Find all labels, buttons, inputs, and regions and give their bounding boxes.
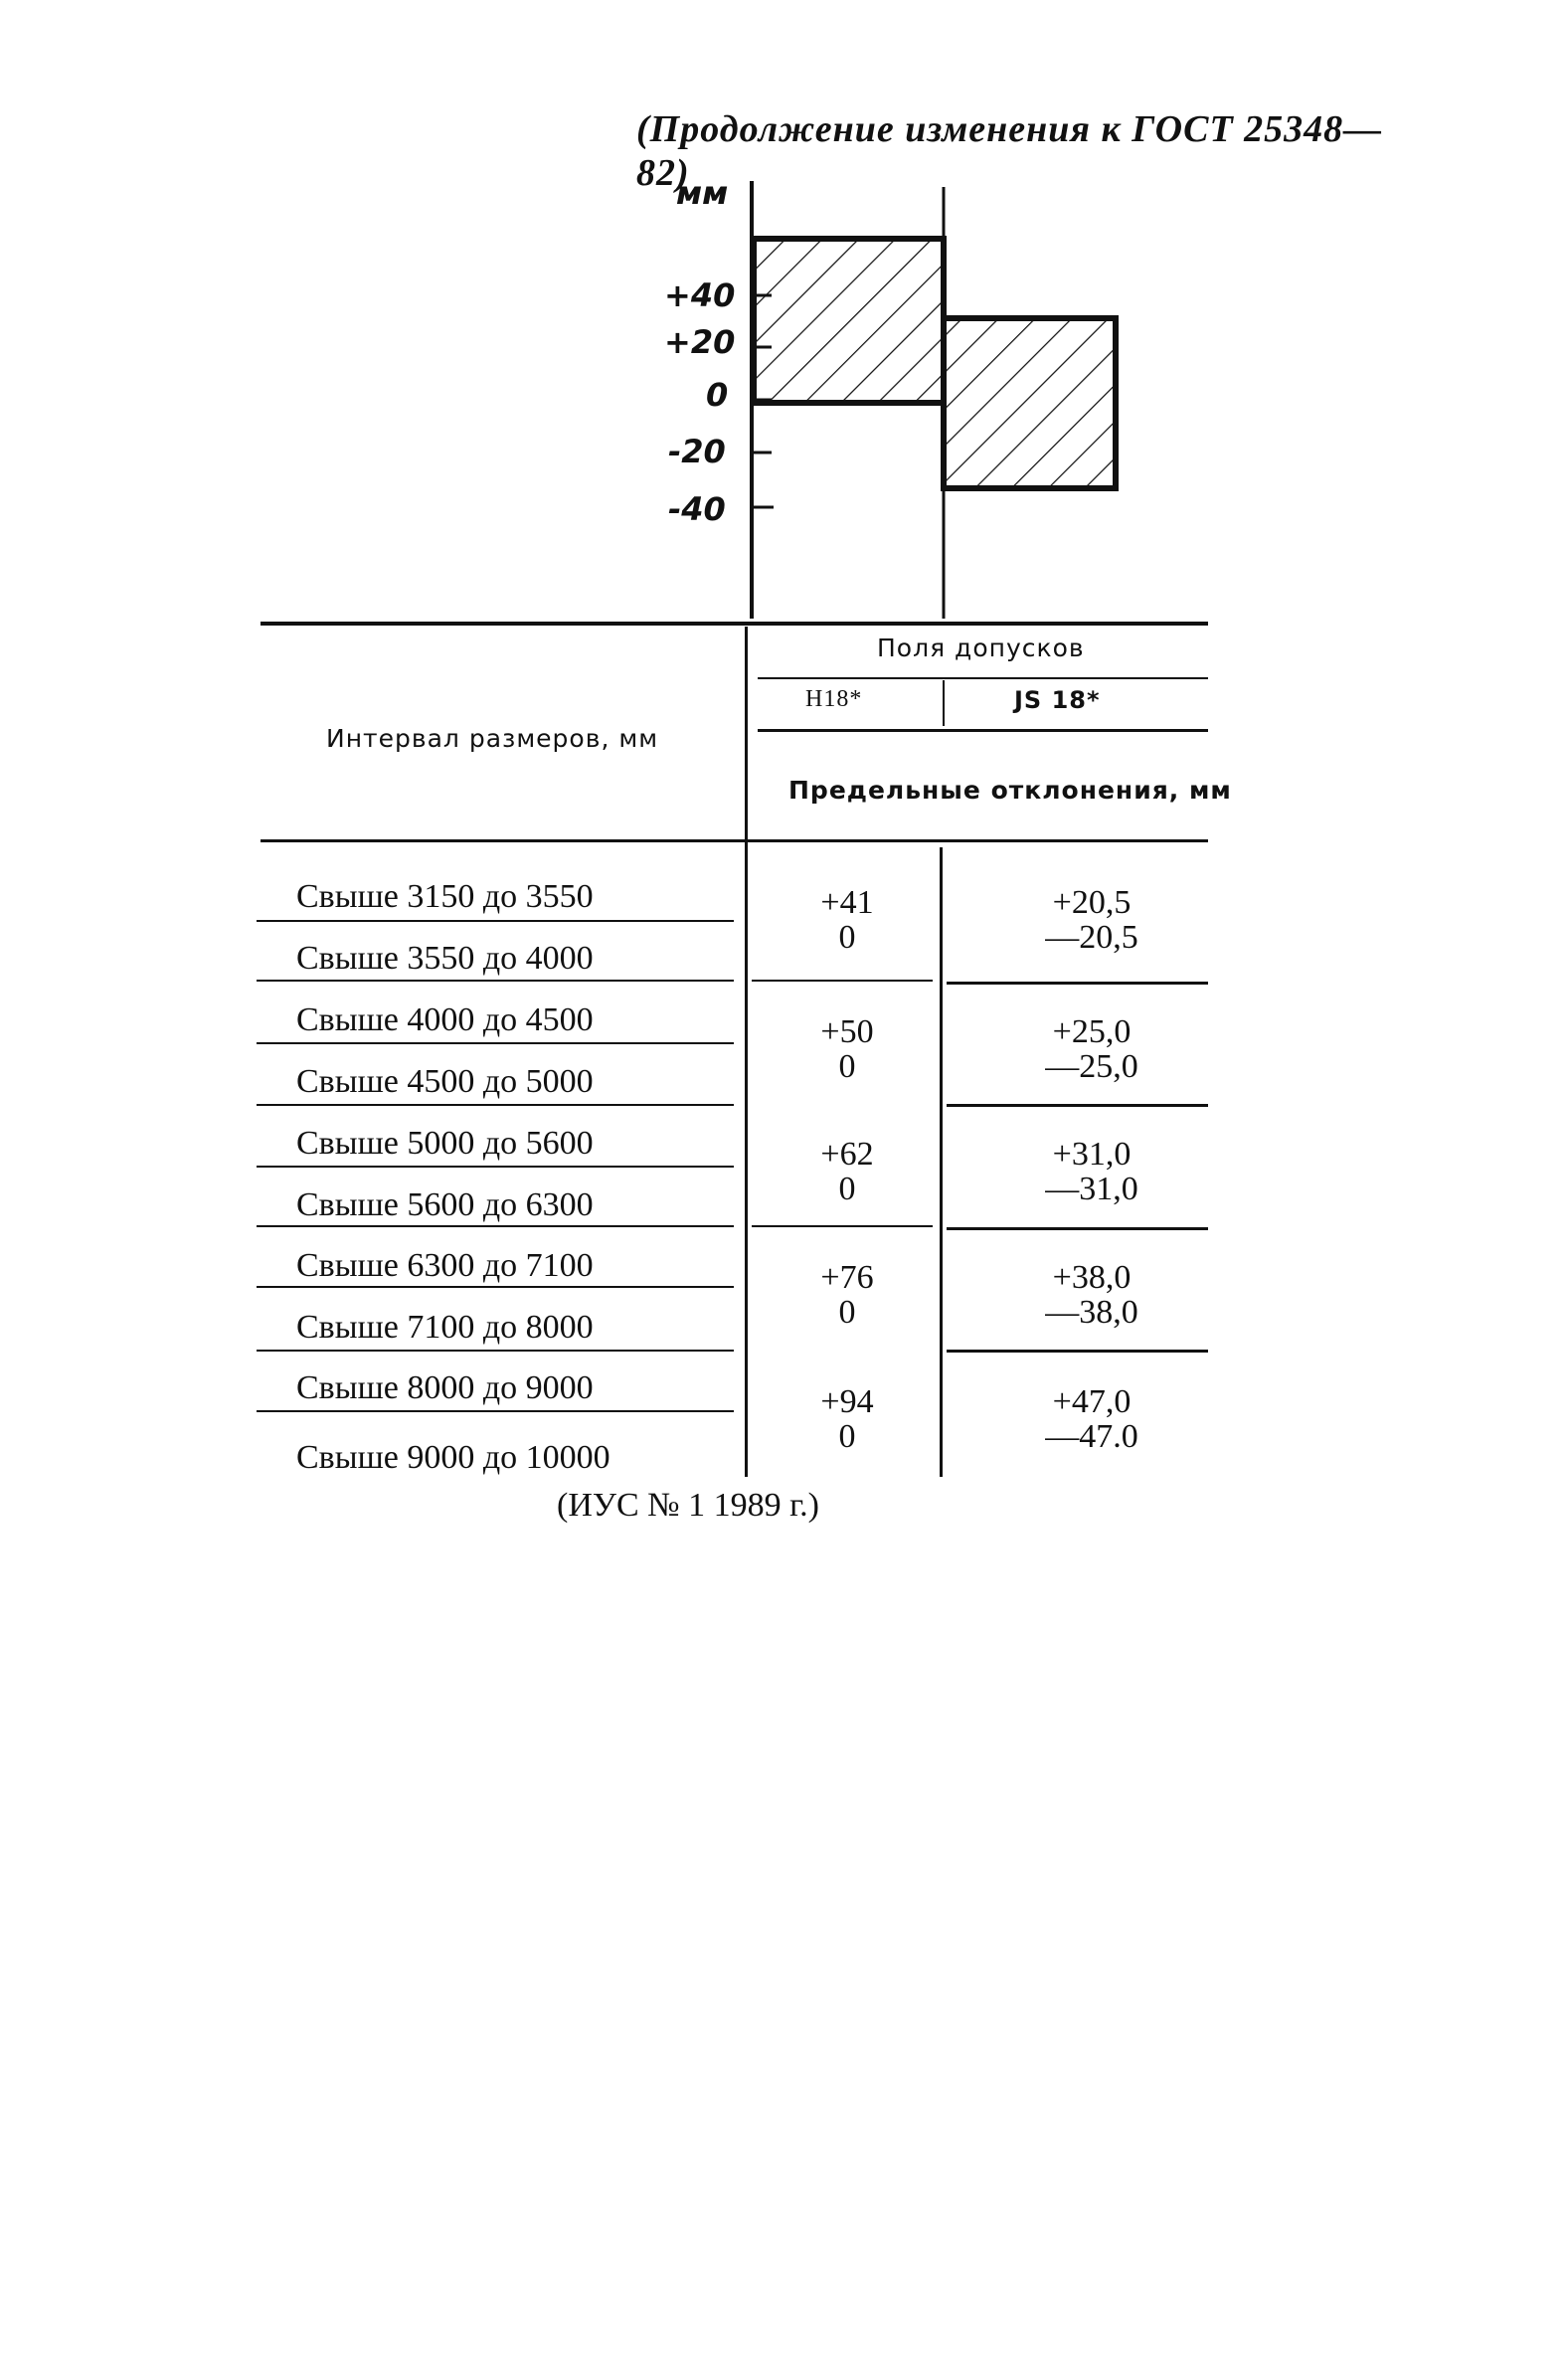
table-top-rule [261, 622, 1208, 626]
subheader-h18: H18* [805, 686, 863, 712]
h18-lower: 0 [838, 1171, 856, 1207]
tolerance-diagram [0, 0, 1568, 636]
table-row-label: Свыше 4500 до 5000 [296, 1063, 594, 1100]
table-row-label: Свыше 4000 до 4500 [296, 1001, 594, 1038]
row-rule [257, 1104, 734, 1106]
group-rule-js [947, 1350, 1208, 1353]
js18-upper: +25,0 [1052, 1013, 1132, 1050]
table-row-label: Свыше 5000 до 5600 [296, 1125, 594, 1162]
field-js18 [944, 318, 1116, 488]
js18-upper: +20,5 [1052, 884, 1132, 921]
tick-label-0: 0 [706, 376, 729, 414]
js18-lower: —47.0 [1045, 1418, 1138, 1455]
h18-upper: +62 [820, 1136, 874, 1173]
subheader-js18: JS 18* [1014, 686, 1101, 714]
js18-upper: +31,0 [1052, 1136, 1132, 1173]
tick-label-40: +40 [664, 276, 736, 314]
tick-label-20: +20 [664, 323, 736, 361]
deviation-rule [758, 729, 1208, 732]
row-rule [257, 1350, 734, 1352]
row-rule [257, 1286, 734, 1288]
table-row-label: Свыше 6300 до 7100 [296, 1247, 594, 1284]
header-bottom-rule [261, 839, 1208, 842]
table-row-label: Свыше 9000 до 10000 [296, 1439, 610, 1476]
footer-note: (ИУС № 1 1989 г.) [557, 1487, 819, 1524]
js18-upper: +47,0 [1052, 1383, 1132, 1420]
h18-lower: 0 [838, 1048, 856, 1085]
h18-lower: 0 [838, 919, 856, 956]
page-header: (Продолжение изменения к ГОСТ 25348—82) [636, 108, 1383, 194]
row-rule [257, 1166, 734, 1168]
row-rule [257, 980, 734, 982]
row-rule [257, 1042, 734, 1044]
subheader-divider [943, 680, 945, 726]
table-row-label: Свыше 5600 до 6300 [296, 1186, 594, 1223]
table-row-label: Свыше 8000 до 9000 [296, 1369, 594, 1406]
js18-lower: —25,0 [1045, 1048, 1138, 1085]
group-rule-js [947, 1104, 1208, 1107]
group-rule-h [752, 1225, 933, 1227]
row-rule [257, 1410, 734, 1412]
subheader-rule [758, 677, 1208, 679]
table-row-label: Свыше 3550 до 4000 [296, 940, 594, 977]
deviation-header: Предельные отклонения, мм [788, 776, 1232, 805]
group-rule-js [947, 982, 1208, 985]
table-row-label: Свыше 7100 до 8000 [296, 1309, 594, 1346]
h18-upper: +94 [820, 1383, 874, 1420]
tick-label-minus40: -40 [668, 490, 726, 528]
group-rule-js [947, 1227, 1208, 1230]
js18-lower: —31,0 [1045, 1171, 1138, 1207]
table-row-label: Свыше 3150 до 3550 [296, 878, 594, 915]
js18-upper: +38,0 [1052, 1259, 1132, 1296]
col1-header: Интервал размеров, мм [326, 724, 659, 753]
tick-label-minus20: -20 [668, 433, 726, 470]
js18-lower: —38,0 [1045, 1294, 1138, 1331]
h18-lower: 0 [838, 1418, 856, 1455]
row-rule [257, 920, 734, 922]
group-header: Поля допусков [877, 634, 1085, 662]
h18-upper: +41 [820, 884, 874, 921]
js18-lower: —20,5 [1045, 919, 1138, 956]
field-h18 [754, 239, 944, 403]
h18-lower: 0 [838, 1294, 856, 1331]
diagram-unit-label: мм [676, 174, 729, 212]
group-rule-h [752, 980, 933, 982]
row-rule [257, 1225, 734, 1227]
h18-upper: +76 [820, 1259, 874, 1296]
h18-upper: +50 [820, 1013, 874, 1050]
